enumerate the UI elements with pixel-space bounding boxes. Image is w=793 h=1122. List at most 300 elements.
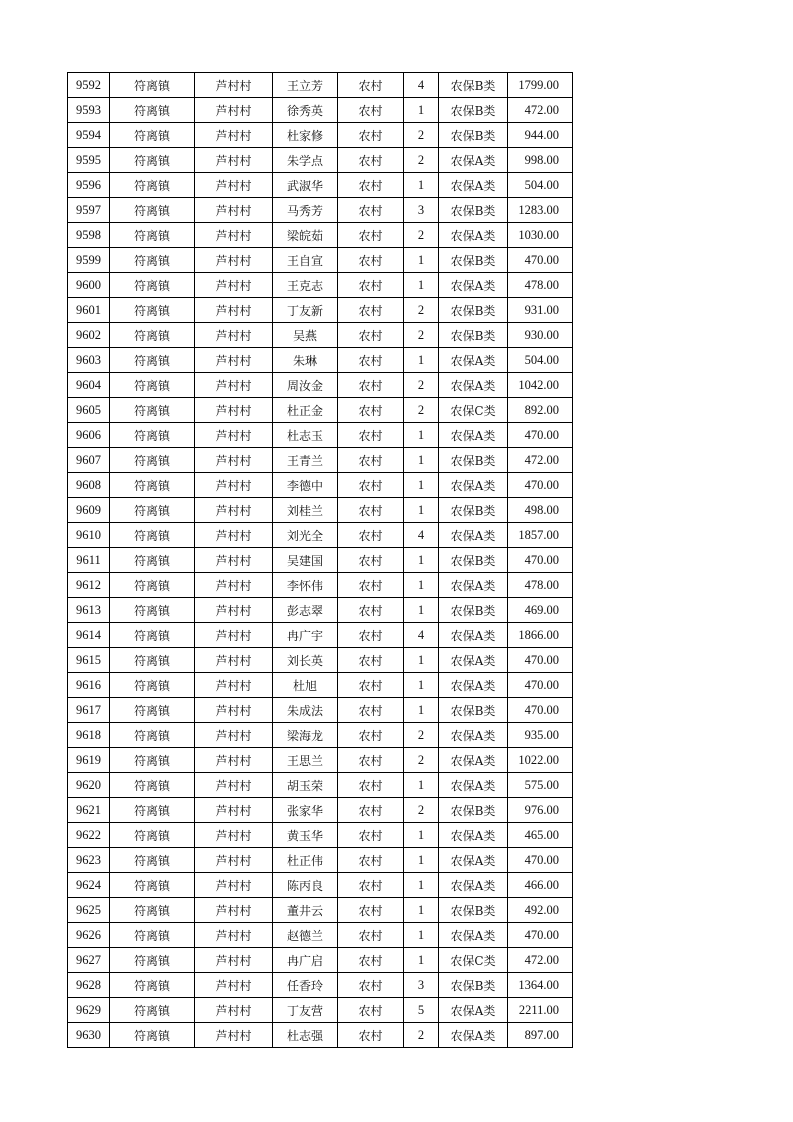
household-type-cell: 农村 <box>338 473 404 498</box>
village-cell: 芦村村 <box>195 273 273 298</box>
table-row <box>68 623 573 648</box>
row-id-cell: 9593 <box>68 98 110 123</box>
amount-cell: 478.00 <box>508 573 573 598</box>
household-type-cell: 农村 <box>338 1023 404 1048</box>
category-cell: 农保A类 <box>439 273 508 298</box>
household-type-cell: 农村 <box>338 973 404 998</box>
row-id-cell: 9611 <box>68 548 110 573</box>
person-count-cell: 2 <box>404 223 439 248</box>
category-cell: 农保B类 <box>439 498 508 523</box>
town-cell: 符离镇 <box>110 723 195 748</box>
amount-cell: 1022.00 <box>508 748 573 773</box>
household-type-cell: 农村 <box>338 373 404 398</box>
town-cell: 符离镇 <box>110 198 195 223</box>
person-count-cell: 1 <box>404 173 439 198</box>
table-row <box>68 198 573 223</box>
row-id-cell: 9619 <box>68 748 110 773</box>
village-cell: 芦村村 <box>195 423 273 448</box>
category-cell: 农保A类 <box>439 823 508 848</box>
row-id-cell: 9629 <box>68 998 110 1023</box>
household-type-cell: 农村 <box>338 848 404 873</box>
person-count-cell: 3 <box>404 198 439 223</box>
town-cell: 符离镇 <box>110 473 195 498</box>
name-cell: 周汝金 <box>273 373 338 398</box>
category-cell: 农保B类 <box>439 198 508 223</box>
table-row <box>68 123 573 148</box>
category-cell: 农保A类 <box>439 523 508 548</box>
category-cell: 农保A类 <box>439 148 508 173</box>
name-cell: 张家华 <box>273 798 338 823</box>
row-id-cell: 9594 <box>68 123 110 148</box>
name-cell: 王克志 <box>273 273 338 298</box>
row-id-cell: 9630 <box>68 1023 110 1048</box>
person-count-cell: 1 <box>404 573 439 598</box>
household-type-cell: 农村 <box>338 773 404 798</box>
row-id-cell: 9628 <box>68 973 110 998</box>
table-row <box>68 98 573 123</box>
name-cell: 王青兰 <box>273 448 338 473</box>
household-type-cell: 农村 <box>338 698 404 723</box>
town-cell: 符离镇 <box>110 898 195 923</box>
person-count-cell: 4 <box>404 623 439 648</box>
category-cell: 农保A类 <box>439 573 508 598</box>
category-cell: 农保A类 <box>439 423 508 448</box>
category-cell: 农保A类 <box>439 473 508 498</box>
amount-cell: 944.00 <box>508 123 573 148</box>
town-cell: 符离镇 <box>110 98 195 123</box>
category-cell: 农保B类 <box>439 698 508 723</box>
name-cell: 黄玉华 <box>273 823 338 848</box>
person-count-cell: 2 <box>404 723 439 748</box>
person-count-cell: 1 <box>404 348 439 373</box>
category-cell: 农保B类 <box>439 73 508 98</box>
name-cell: 杜旭 <box>273 673 338 698</box>
table-row <box>68 898 573 923</box>
table-row <box>68 873 573 898</box>
person-count-cell: 1 <box>404 923 439 948</box>
town-cell: 符离镇 <box>110 598 195 623</box>
table-row <box>68 448 573 473</box>
name-cell: 王思兰 <box>273 748 338 773</box>
household-type-cell: 农村 <box>338 648 404 673</box>
category-cell: 农保B类 <box>439 898 508 923</box>
person-count-cell: 1 <box>404 773 439 798</box>
person-count-cell: 1 <box>404 548 439 573</box>
village-cell: 芦村村 <box>195 898 273 923</box>
household-type-cell: 农村 <box>338 223 404 248</box>
person-count-cell: 1 <box>404 448 439 473</box>
name-cell: 王立芳 <box>273 73 338 98</box>
household-type-cell: 农村 <box>338 273 404 298</box>
person-count-cell: 1 <box>404 473 439 498</box>
row-id-cell: 9617 <box>68 698 110 723</box>
amount-cell: 470.00 <box>508 548 573 573</box>
household-type-cell: 农村 <box>338 798 404 823</box>
village-cell: 芦村村 <box>195 173 273 198</box>
row-id-cell: 9595 <box>68 148 110 173</box>
town-cell: 符离镇 <box>110 273 195 298</box>
row-id-cell: 9602 <box>68 323 110 348</box>
table-row <box>68 148 573 173</box>
amount-cell: 470.00 <box>508 848 573 873</box>
name-cell: 杜家修 <box>273 123 338 148</box>
amount-cell: 492.00 <box>508 898 573 923</box>
table-row <box>68 548 573 573</box>
category-cell: 农保B类 <box>439 98 508 123</box>
household-type-cell: 农村 <box>338 198 404 223</box>
town-cell: 符离镇 <box>110 948 195 973</box>
village-cell: 芦村村 <box>195 798 273 823</box>
village-cell: 芦村村 <box>195 923 273 948</box>
amount-cell: 935.00 <box>508 723 573 748</box>
row-id-cell: 9596 <box>68 173 110 198</box>
row-id-cell: 9612 <box>68 573 110 598</box>
household-type-cell: 农村 <box>338 748 404 773</box>
person-count-cell: 2 <box>404 398 439 423</box>
row-id-cell: 9615 <box>68 648 110 673</box>
village-cell: 芦村村 <box>195 948 273 973</box>
town-cell: 符离镇 <box>110 148 195 173</box>
table-row <box>68 523 573 548</box>
village-cell: 芦村村 <box>195 498 273 523</box>
table-row <box>68 273 573 298</box>
amount-cell: 930.00 <box>508 323 573 348</box>
name-cell: 吴燕 <box>273 323 338 348</box>
household-type-cell: 农村 <box>338 998 404 1023</box>
category-cell: 农保A类 <box>439 998 508 1023</box>
person-count-cell: 1 <box>404 698 439 723</box>
town-cell: 符离镇 <box>110 873 195 898</box>
town-cell: 符离镇 <box>110 973 195 998</box>
name-cell: 赵德兰 <box>273 923 338 948</box>
household-type-cell: 农村 <box>338 173 404 198</box>
row-id-cell: 9609 <box>68 498 110 523</box>
category-cell: 农保B类 <box>439 548 508 573</box>
village-cell: 芦村村 <box>195 698 273 723</box>
table-row <box>68 423 573 448</box>
category-cell: 农保B类 <box>439 298 508 323</box>
village-cell: 芦村村 <box>195 148 273 173</box>
person-count-cell: 1 <box>404 648 439 673</box>
village-cell: 芦村村 <box>195 298 273 323</box>
row-id-cell: 9601 <box>68 298 110 323</box>
town-cell: 符离镇 <box>110 998 195 1023</box>
town-cell: 符离镇 <box>110 248 195 273</box>
household-type-cell: 农村 <box>338 623 404 648</box>
row-id-cell: 9627 <box>68 948 110 973</box>
category-cell: 农保B类 <box>439 248 508 273</box>
category-cell: 农保B类 <box>439 798 508 823</box>
village-cell: 芦村村 <box>195 648 273 673</box>
town-cell: 符离镇 <box>110 123 195 148</box>
amount-cell: 470.00 <box>508 248 573 273</box>
amount-cell: 469.00 <box>508 598 573 623</box>
category-cell: 农保B类 <box>439 448 508 473</box>
amount-cell: 470.00 <box>508 698 573 723</box>
town-cell: 符离镇 <box>110 1023 195 1048</box>
village-cell: 芦村村 <box>195 773 273 798</box>
table-row <box>68 348 573 373</box>
person-count-cell: 1 <box>404 98 439 123</box>
name-cell: 丁友新 <box>273 298 338 323</box>
amount-cell: 892.00 <box>508 398 573 423</box>
table-row <box>68 748 573 773</box>
household-type-cell: 农村 <box>338 723 404 748</box>
household-type-cell: 农村 <box>338 548 404 573</box>
row-id-cell: 9592 <box>68 73 110 98</box>
household-type-cell: 农村 <box>338 573 404 598</box>
person-count-cell: 2 <box>404 123 439 148</box>
town-cell: 符离镇 <box>110 848 195 873</box>
category-cell: 农保A类 <box>439 923 508 948</box>
village-cell: 芦村村 <box>195 673 273 698</box>
amount-cell: 470.00 <box>508 923 573 948</box>
person-count-cell: 2 <box>404 1023 439 1048</box>
category-cell: 农保A类 <box>439 648 508 673</box>
village-cell: 芦村村 <box>195 573 273 598</box>
person-count-cell: 1 <box>404 898 439 923</box>
name-cell: 杜正金 <box>273 398 338 423</box>
amount-cell: 504.00 <box>508 173 573 198</box>
table-row <box>68 848 573 873</box>
household-type-cell: 农村 <box>338 948 404 973</box>
table-row <box>68 823 573 848</box>
name-cell: 胡玉荣 <box>273 773 338 798</box>
table-row <box>68 298 573 323</box>
category-cell: 农保A类 <box>439 723 508 748</box>
amount-cell: 478.00 <box>508 273 573 298</box>
name-cell: 杜志强 <box>273 1023 338 1048</box>
village-cell: 芦村村 <box>195 598 273 623</box>
row-id-cell: 9616 <box>68 673 110 698</box>
allowance-table <box>67 72 573 1048</box>
name-cell: 冉广启 <box>273 948 338 973</box>
amount-cell: 465.00 <box>508 823 573 848</box>
table-row <box>68 373 573 398</box>
person-count-cell: 1 <box>404 273 439 298</box>
amount-cell: 1857.00 <box>508 523 573 548</box>
household-type-cell: 农村 <box>338 423 404 448</box>
table-row <box>68 648 573 673</box>
household-type-cell: 农村 <box>338 873 404 898</box>
village-cell: 芦村村 <box>195 548 273 573</box>
table-row <box>68 323 573 348</box>
household-type-cell: 农村 <box>338 73 404 98</box>
household-type-cell: 农村 <box>338 523 404 548</box>
person-count-cell: 2 <box>404 373 439 398</box>
town-cell: 符离镇 <box>110 698 195 723</box>
name-cell: 朱学点 <box>273 148 338 173</box>
category-cell: 农保C类 <box>439 398 508 423</box>
name-cell: 吴建国 <box>273 548 338 573</box>
row-id-cell: 9622 <box>68 823 110 848</box>
person-count-cell: 1 <box>404 873 439 898</box>
name-cell: 梁皖茹 <box>273 223 338 248</box>
name-cell: 李德中 <box>273 473 338 498</box>
town-cell: 符离镇 <box>110 823 195 848</box>
amount-cell: 470.00 <box>508 648 573 673</box>
village-cell: 芦村村 <box>195 973 273 998</box>
person-count-cell: 1 <box>404 498 439 523</box>
table-row <box>68 798 573 823</box>
person-count-cell: 1 <box>404 948 439 973</box>
category-cell: 农保A类 <box>439 223 508 248</box>
name-cell: 丁友营 <box>273 998 338 1023</box>
name-cell: 刘光全 <box>273 523 338 548</box>
village-cell: 芦村村 <box>195 73 273 98</box>
name-cell: 董井云 <box>273 898 338 923</box>
amount-cell: 998.00 <box>508 148 573 173</box>
category-cell: 农保A类 <box>439 173 508 198</box>
person-count-cell: 5 <box>404 998 439 1023</box>
row-id-cell: 9598 <box>68 223 110 248</box>
village-cell: 芦村村 <box>195 523 273 548</box>
table-row <box>68 1023 573 1048</box>
table-row <box>68 598 573 623</box>
household-type-cell: 农村 <box>338 498 404 523</box>
amount-cell: 466.00 <box>508 873 573 898</box>
town-cell: 符离镇 <box>110 423 195 448</box>
name-cell: 梁海龙 <box>273 723 338 748</box>
category-cell: 农保B类 <box>439 973 508 998</box>
name-cell: 冉广宇 <box>273 623 338 648</box>
table-row <box>68 573 573 598</box>
amount-cell: 1283.00 <box>508 198 573 223</box>
amount-cell: 472.00 <box>508 948 573 973</box>
amount-cell: 1799.00 <box>508 73 573 98</box>
row-id-cell: 9606 <box>68 423 110 448</box>
town-cell: 符离镇 <box>110 498 195 523</box>
household-type-cell: 农村 <box>338 298 404 323</box>
table-row <box>68 673 573 698</box>
village-cell: 芦村村 <box>195 823 273 848</box>
category-cell: 农保B类 <box>439 123 508 148</box>
table-row <box>68 398 573 423</box>
village-cell: 芦村村 <box>195 748 273 773</box>
person-count-cell: 1 <box>404 823 439 848</box>
row-id-cell: 9618 <box>68 723 110 748</box>
town-cell: 符离镇 <box>110 673 195 698</box>
household-type-cell: 农村 <box>338 673 404 698</box>
person-count-cell: 3 <box>404 973 439 998</box>
town-cell: 符离镇 <box>110 223 195 248</box>
town-cell: 符离镇 <box>110 548 195 573</box>
amount-cell: 1042.00 <box>508 373 573 398</box>
table-row <box>68 73 573 98</box>
village-cell: 芦村村 <box>195 623 273 648</box>
table-row <box>68 223 573 248</box>
table-row <box>68 498 573 523</box>
household-type-cell: 农村 <box>338 248 404 273</box>
name-cell: 朱成法 <box>273 698 338 723</box>
person-count-cell: 2 <box>404 798 439 823</box>
name-cell: 陈丙良 <box>273 873 338 898</box>
category-cell: 农保A类 <box>439 873 508 898</box>
village-cell: 芦村村 <box>195 248 273 273</box>
amount-cell: 498.00 <box>508 498 573 523</box>
town-cell: 符离镇 <box>110 373 195 398</box>
name-cell: 刘长英 <box>273 648 338 673</box>
amount-cell: 897.00 <box>508 1023 573 1048</box>
amount-cell: 472.00 <box>508 98 573 123</box>
amount-cell: 472.00 <box>508 448 573 473</box>
row-id-cell: 9621 <box>68 798 110 823</box>
town-cell: 符离镇 <box>110 173 195 198</box>
person-count-cell: 1 <box>404 423 439 448</box>
row-id-cell: 9614 <box>68 623 110 648</box>
household-type-cell: 农村 <box>338 823 404 848</box>
village-cell: 芦村村 <box>195 873 273 898</box>
category-cell: 农保A类 <box>439 748 508 773</box>
village-cell: 芦村村 <box>195 323 273 348</box>
village-cell: 芦村村 <box>195 98 273 123</box>
row-id-cell: 9623 <box>68 848 110 873</box>
row-id-cell: 9605 <box>68 398 110 423</box>
person-count-cell: 2 <box>404 323 439 348</box>
row-id-cell: 9626 <box>68 923 110 948</box>
person-count-cell: 1 <box>404 598 439 623</box>
household-type-cell: 农村 <box>338 98 404 123</box>
category-cell: 农保C类 <box>439 948 508 973</box>
row-id-cell: 9610 <box>68 523 110 548</box>
row-id-cell: 9608 <box>68 473 110 498</box>
village-cell: 芦村村 <box>195 373 273 398</box>
person-count-cell: 4 <box>404 523 439 548</box>
household-type-cell: 农村 <box>338 148 404 173</box>
village-cell: 芦村村 <box>195 473 273 498</box>
name-cell: 徐秀英 <box>273 98 338 123</box>
town-cell: 符离镇 <box>110 348 195 373</box>
household-type-cell: 农村 <box>338 898 404 923</box>
amount-cell: 470.00 <box>508 673 573 698</box>
amount-cell: 976.00 <box>508 798 573 823</box>
household-type-cell: 农村 <box>338 323 404 348</box>
row-id-cell: 9604 <box>68 373 110 398</box>
village-cell: 芦村村 <box>195 348 273 373</box>
person-count-cell: 2 <box>404 148 439 173</box>
village-cell: 芦村村 <box>195 198 273 223</box>
row-id-cell: 9597 <box>68 198 110 223</box>
category-cell: 农保A类 <box>439 373 508 398</box>
person-count-cell: 4 <box>404 73 439 98</box>
household-type-cell: 农村 <box>338 398 404 423</box>
name-cell: 杜正伟 <box>273 848 338 873</box>
village-cell: 芦村村 <box>195 848 273 873</box>
name-cell: 王自宣 <box>273 248 338 273</box>
table-row <box>68 973 573 998</box>
table-row <box>68 248 573 273</box>
person-count-cell: 1 <box>404 248 439 273</box>
town-cell: 符离镇 <box>110 73 195 98</box>
village-cell: 芦村村 <box>195 223 273 248</box>
amount-cell: 470.00 <box>508 473 573 498</box>
row-id-cell: 9600 <box>68 273 110 298</box>
town-cell: 符离镇 <box>110 448 195 473</box>
amount-cell: 575.00 <box>508 773 573 798</box>
table-row <box>68 723 573 748</box>
town-cell: 符离镇 <box>110 623 195 648</box>
table-row <box>68 173 573 198</box>
row-id-cell: 9620 <box>68 773 110 798</box>
town-cell: 符离镇 <box>110 748 195 773</box>
name-cell: 朱琳 <box>273 348 338 373</box>
name-cell: 刘桂兰 <box>273 498 338 523</box>
amount-cell: 2211.00 <box>508 998 573 1023</box>
household-type-cell: 农村 <box>338 123 404 148</box>
row-id-cell: 9599 <box>68 248 110 273</box>
row-id-cell: 9625 <box>68 898 110 923</box>
household-type-cell: 农村 <box>338 348 404 373</box>
